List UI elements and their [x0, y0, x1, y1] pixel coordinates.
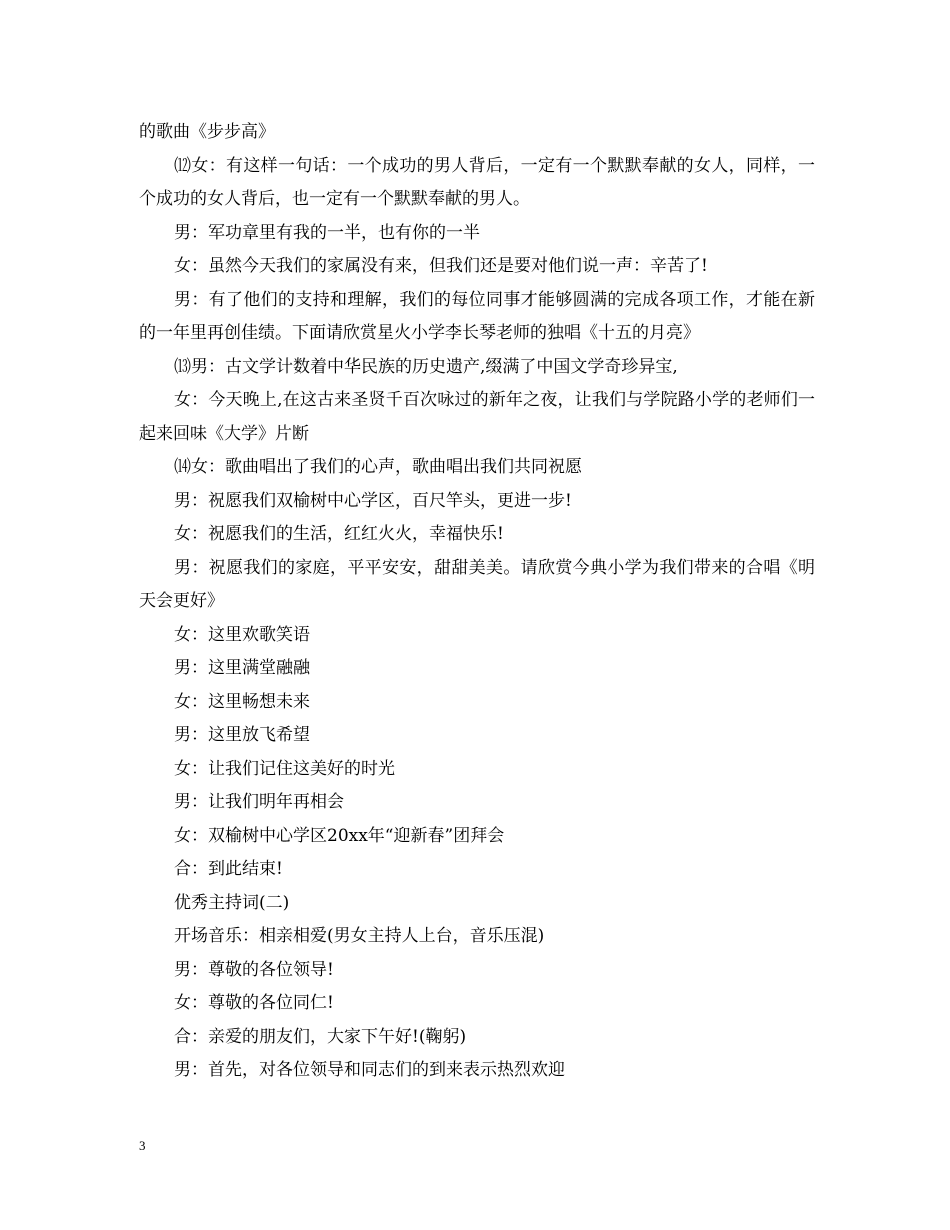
paragraph-1: ⑿女：有这样一句话：一个成功的男人背后，一定有一个默默奉献的女人，同样，一个成功的女人背后，也一定有一个默默奉献的男人。 [139, 155, 815, 209]
paragraph-7: ⒁女：歌曲唱出了我们的心声，歌曲唱出我们共同祝愿 [174, 457, 582, 477]
page-number: 3 [139, 1138, 146, 1153]
document-body [139, 116, 815, 1088]
paragraph-2: 男：军功章里有我的一半，也有你的一半 [174, 222, 480, 243]
paragraph-20: 开场音乐：相亲相爱(男女主持人上台，音乐压混) [174, 926, 545, 946]
paragraph-10: 男：祝愿我们的家庭，平平安安，甜甜美美。请欣赏今典小学为我们带来的合唱《明天会更好》 [139, 557, 815, 611]
paragraph-13: 女：这里畅想未来 [174, 691, 310, 712]
paragraph-22: 女：尊敬的各位同仁! [174, 993, 334, 1013]
paragraph-17: 女：双榆树中心学区20xx年“迎新春”团拜会 [174, 825, 505, 846]
paragraph-18: 合：到此结束! [174, 859, 283, 879]
section-heading: 优秀主持词(二) [174, 892, 290, 913]
paragraph-4: 男：有了他们的支持和理解，我们的每位同事才能够圆满的完成各项工作，才能在新的一年里再创佳绩。下面请欣赏星火小学李长琴老师的独唱《十五的月亮》 [139, 289, 815, 343]
paragraph-16: 男：让我们明年再相会 [174, 792, 344, 812]
paragraph-3: 女：虽然今天我们的家属没有来，但我们还是要对他们说一声：辛苦了! [174, 256, 708, 276]
paragraph-21: 男：尊敬的各位领导! [174, 959, 334, 980]
paragraph-6: 女：今天晚上,在这古来圣贤千百次咏过的新年之夜，让我们与学院路小学的老师们一起来回味《大学》片断 [139, 390, 815, 444]
paragraph-12: 男：这里满堂融融 [174, 658, 310, 678]
paragraph-8: 男：祝愿我们双榆树中心学区，百尺竿头，更进一步! [174, 490, 572, 511]
paragraph-0: 的歌曲《步步高》 [139, 122, 275, 142]
paragraph-24: 男：首先，对各位领导和同志们的到来表示热烈欢迎 [174, 1060, 565, 1080]
paragraph-14: 男：这里放飞希望 [174, 725, 310, 745]
paragraph-11: 女：这里欢歌笑语 [174, 624, 310, 645]
paragraph-15: 女：让我们记住这美好的时光 [174, 758, 395, 779]
paragraph-5: ⒀男：古文学计数着中华民族的历史遗产,缀满了中国文学奇珍异宝, [174, 356, 678, 377]
paragraph-9: 女：祝愿我们的生活，红红火火，幸福快乐! [174, 524, 504, 544]
paragraph-23: 合：亲爱的朋友们，大家下午好!(鞠躬) [174, 1026, 467, 1047]
